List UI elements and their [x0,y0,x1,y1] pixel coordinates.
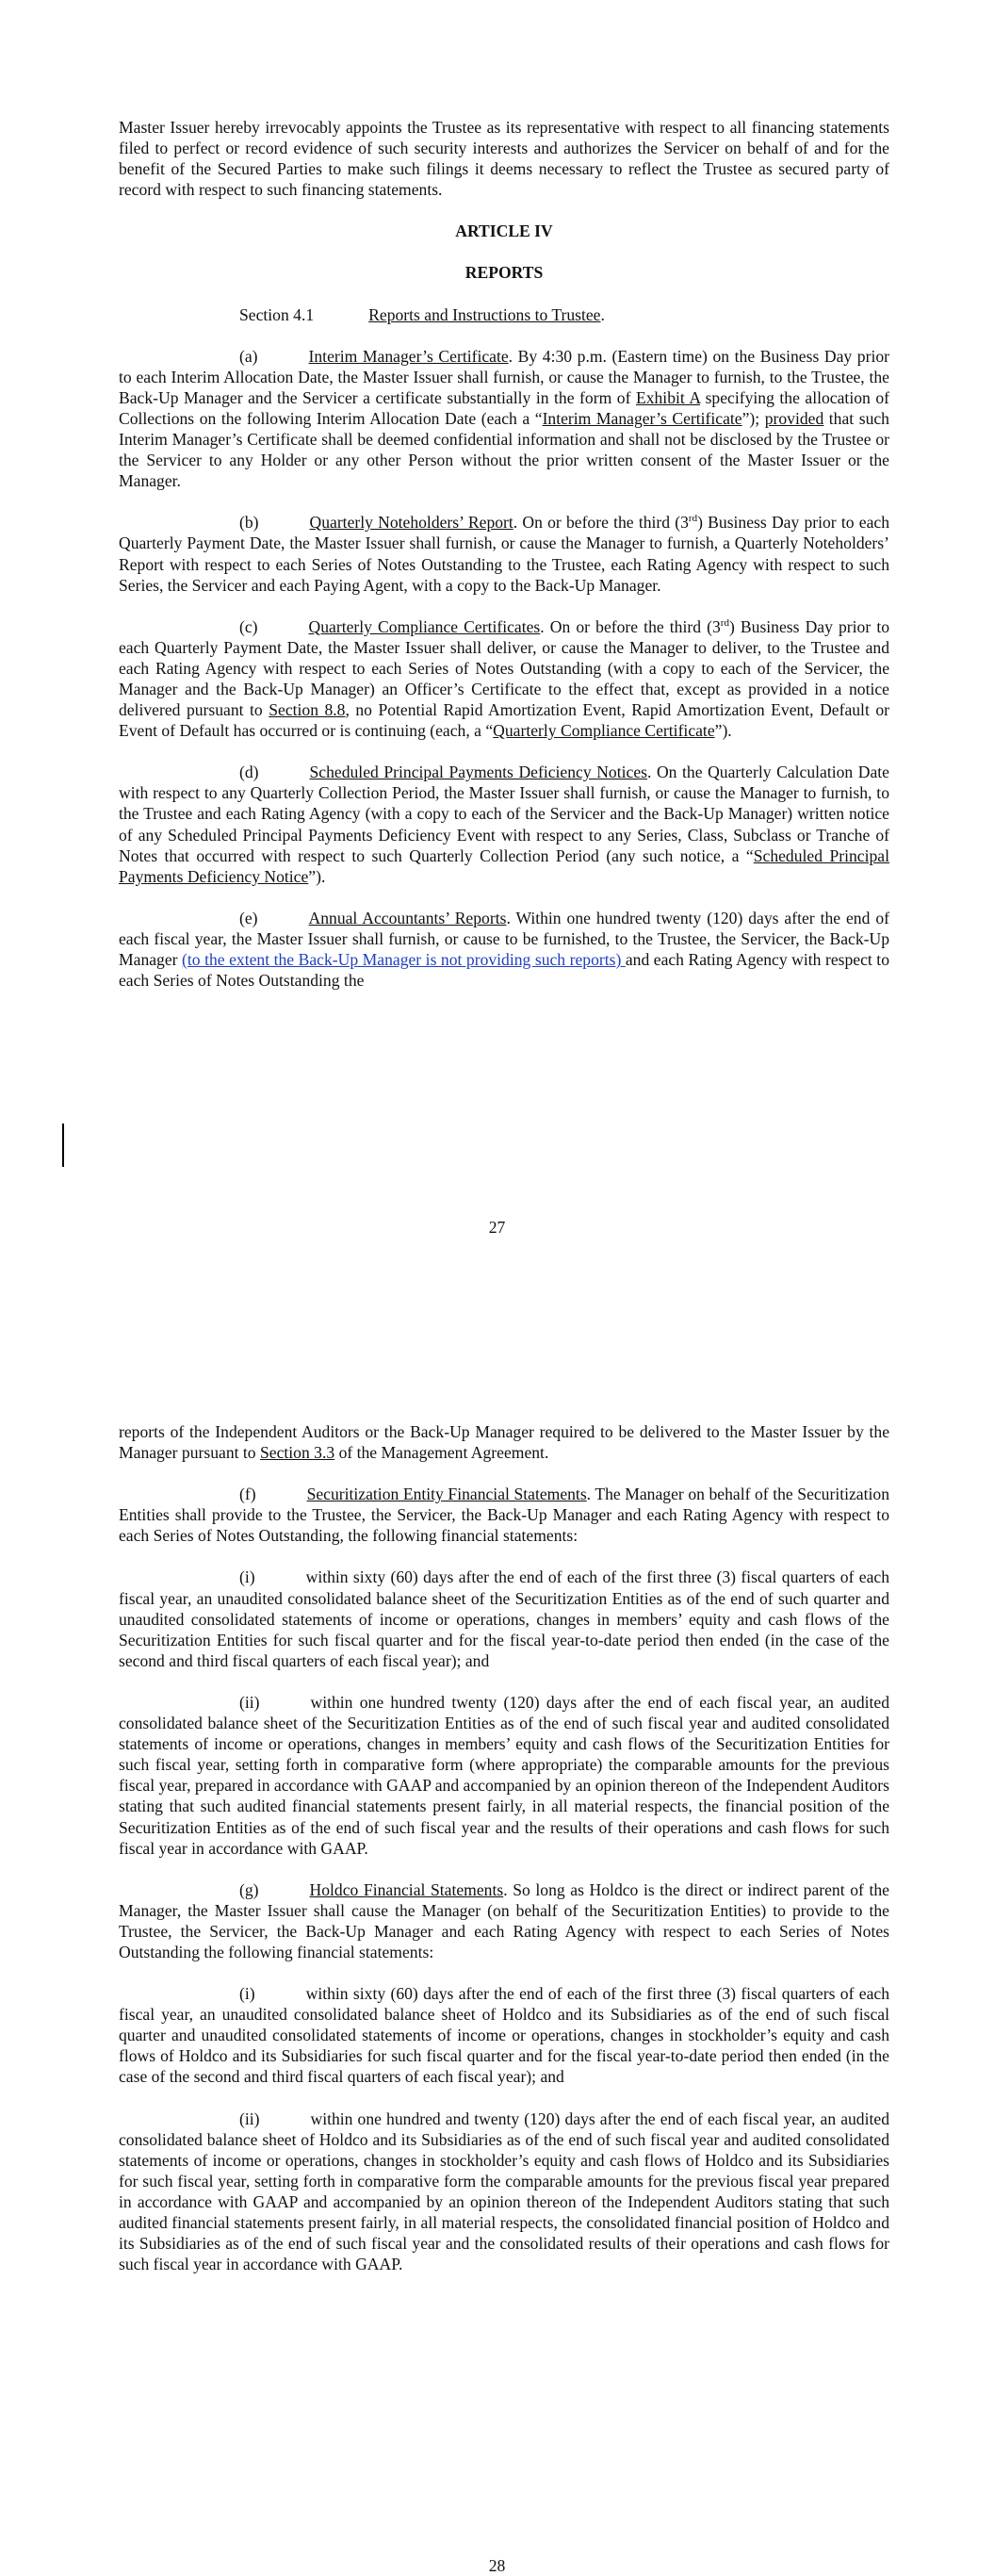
page-number-27: 27 [488,1218,506,1237]
paragraph-a-text-2: specifying the allocation of Collections on the following Interim Allocation Date (each a “ [119,387,889,428]
paragraph-e-label: (e) [239,908,258,927]
paragraph-g-i [119,1983,889,2087]
paragraph-c-defined-term: Quarterly Compliance Certificate [493,721,715,741]
document-page-27 [0,0,994,1282]
paragraph-c-label: (c) [239,616,258,636]
exhibit-a-reference: Exhibit A [635,387,701,407]
paragraph-f-title: Securitization Entity Financial Statements [306,1485,587,1504]
page-number-28: 28 [488,2556,506,2575]
paragraph-e-text-2: and each Rating Agency with respect to each Series of Notes Outstanding the [119,950,889,991]
paragraph-a-text-1: . By 4:30 p.m. (Eastern time) on the Business Day prior to each Interim Allocation Date, the Master Issuer shall furnish, or cause the Manager to furnish, to the Trustee, the Back-Up Manager and the Servicer a certificate substantially in the form of [119,346,889,407]
paragraph-c [119,616,889,742]
page-27-body [119,117,889,1011]
article-title: REPORTS [464,263,544,283]
paragraph-f [119,1484,889,1546]
paragraph-f-text: . The Manager on behalf of the Securitization Entities shall provide to the Trustee, the Servicer, the Back-Up Manager and each Rating Agency with respect to each Series of Notes Outstanding, the following financial statements: [119,1485,889,1546]
paragraph-c-text-4: ”). [714,721,732,741]
paragraph-a-text-3: ”); [741,408,765,428]
paragraph-e-title: Annual Accountants’ Reports [308,908,507,927]
article-heading: ARTICLE IV [455,222,553,241]
paragraph-g-label: (g) [239,1879,259,1899]
paragraph-g-title: Holdco Financial Statements [309,1879,504,1899]
paragraph-b-text-1: . On or before the third (3 [513,513,689,533]
paragraph-a-title: Interim Manager’s Certificate [308,346,509,366]
paragraph-f-i-text: within sixty (60) days after the end of each of the first three (3) fiscal quarters of each fiscal year, an unaudited consolidated balance sheet of the Securitization Entities as of the end of such quarter and unaudited consolidated statements of income or operations, changes in members’ equity and cash flows of the Securitization Entities for such fiscal quarter and for the fiscal year-to-date period then ended (in the case of the second and third fiscal quarters of each fiscal year); and [119,1567,889,1670]
opening-paragraph [119,117,889,200]
paragraph-c-title: Quarterly Compliance Certificates [308,616,541,636]
paragraph-e [119,908,889,991]
paragraph-a-label: (a) [239,346,258,366]
document-page-28 [0,1357,994,2573]
paragraph-g-ii-label: (ii) [239,2108,260,2128]
paragraph-f-ii-text: within one hundred twenty (120) days after the end of each fiscal year, an audited consolidated balance sheet of the Securitization Entities as of the end of such fiscal year and audited consolidated statements of income or operations, changes in members’ equity and cash flows of the Securitization Entities for such fiscal year, setting forth in comparative form (where appropriate) the comparable amounts for the previous fiscal year, prepared in accordance with GAAP and accompanied by an opinion thereon of the Independent Auditors stating that such audited financial statements present fairly, in all material respects, the financial position of the Securitization Entities as of the end of such fiscal year and the results of their operations and cash flows for such fiscal year in accordance with GAAP. [119,1692,889,1858]
paragraph-d-title: Scheduled Principal Payments Deficiency Notices [309,763,647,782]
paragraph-g-text: . So long as Holdco is the direct or indirect parent of the Manager, the Master Issuer shall cause the Manager (on behalf of the Securitization Entities) to provide to the Trustee, the Servicer, the Back-Up Manager and each Rating Agency with respect to each Series of Notes Outstanding the following financial statements: [119,1879,889,1961]
section-number: Section 4.1 [239,304,315,324]
paragraph-b-label: (b) [239,513,259,533]
paragraph-c-text-2: ) Business Day prior to each Quarterly Payment Date, the Master Issuer shall deliver, or cause the Manager to deliver, to the Trustee and each Rating Agency with respect to each Series of Notes Outstanding (with a copy to each of the Servicer, the Manager and the Back-Up Manager) an Officer’s Certificate to the effect that, except as provided in a notice delivered pursuant to [119,616,890,720]
paragraph-b [119,512,889,595]
paragraph-d-label: (d) [239,763,259,782]
paragraph-b-superscript: rd [688,513,698,525]
section-8-8-reference: Section 8.8 [269,700,346,720]
paragraph-a [119,346,889,492]
paragraph-f-i-label: (i) [239,1567,255,1587]
continuation-text-2: of the Management Agreement. [334,1443,549,1463]
section-3-3-reference: Section 3.3 [260,1443,335,1463]
paragraph-f-ii-label: (ii) [239,1692,260,1712]
paragraph-c-text-3: , no Potential Rapid Amortization Event, Rapid Amortization Event, Default or Event of Default has occurred or is continuing (each, a “ [119,700,889,741]
paragraph-g [119,1879,889,1962]
paragraph-c-superscript: rd [720,616,729,629]
paragraph-f-ii [119,1692,889,1859]
paragraph-d-defined-term: Scheduled Principal Payments Deficiency Notice [119,845,889,886]
paragraph-e-text-1: . Within one hundred twenty (120) days after the end of each fiscal year, the Master Issuer shall furnish, or cause to be furnished, to the Trustee, the Servicer, the Back-Up Manager [119,908,889,969]
paragraph-d [119,762,889,887]
paragraph-g-i-label: (i) [239,1984,255,2004]
paragraph-a-text-4: that such Interim Manager’s Certificate shall be deemed confidential information and shall not be disclosed by the Trustee or the Servicer to any Holder or any other Person without the prior written consent of the Master Issuer or the Manager. [119,408,889,491]
paragraph-f-label: (f) [239,1485,256,1504]
revision-change-bar [62,1124,64,1167]
paragraph-c-text-1: . On or before the third (3 [540,616,721,636]
paragraph-d-text-1: . On the Quarterly Calculation Date with respect to any Quarterly Collection Period, the Master Issuer shall furnish, or cause the Manager to furnish, to the Trustee and each Rating Agency (with a copy to each of the Servicer and the Back-Up Manager) written notice of any Scheduled Principal Payments Deficiency Event with respect to any Series, Class, Subclass or Tranche of Notes that occurred with respect to such Quarterly Collection Period (any such notice, a “ [119,763,889,865]
paragraph-d-text-2: ”). [308,866,326,886]
paragraph-g-ii-text: within one hundred and twenty (120) days after the end of each fiscal year, an audited consolidated balance sheet of Holdco and its Subsidiaries as of the end of such fiscal year and audited consolidated statements of income or operations, changes in stockholder’s equity and cash flows of Holdco and its Subsidiaries for such fiscal year, setting forth in comparative form the comparable amounts for the previous fiscal year prepared in accordance with GAAP and accompanied by an opinion thereon of the Independent Auditors stating that such audited financial statements present fairly, in all material respects, the consolidated financial position of Holdco and its Subsidiaries as of the end of such fiscal year and the consolidated results of their operations and cash flows for such fiscal year in accordance with GAAP. [119,2108,889,2274]
paragraph-g-ii [119,2108,889,2275]
paragraph-a-defined-term: Interim Manager’s Certificate [542,408,742,428]
paragraph-g-i-text: within sixty (60) days after the end of each of the first three (3) fiscal quarters of each fiscal year, an unaudited consolidated balance sheet of Holdco and its Subsidiaries as of the end of such fiscal quarter and unaudited consolidated statements of income or operations, changes in stockholder’s equity and cash flows of Holdco and its Subsidiaries for such fiscal quarter and for the fiscal year-to-date period then ended (in the case of the second and third fiscal quarters of each fiscal year); and [119,1984,889,2087]
paragraph-b-title: Quarterly Noteholders’ Report [309,513,513,533]
section-4-1-heading [119,304,889,325]
inserted-revision-link[interactable]: (to the extent the Back-Up Manager is not providing such reports) [182,950,626,969]
section-title-period: . [600,304,605,324]
paragraph-b-text-2: ) Business Day prior to each Quarterly Payment Date, the Master Issuer shall furnish, or cause the Manager to furnish, a Quarterly Noteholders’ Report with respect to each Series of Notes Outstanding to the Trustee, each Rating Agency with respect to such Series, the Servicer and each Paying Agent, with a copy to the Back-Up Manager. [119,513,889,595]
paragraph-f-i [119,1567,889,1670]
section-title: Reports and Instructions to Trustee [368,304,601,324]
opening-text: Master Issuer hereby irrevocably appoints the Trustee as its representative with respect to all financing statements filed to perfect or record evidence of such security interests and authorizes the Servicer on behalf of and for the benefit of the Secured Parties to make such filings it deems necessary to reflect the Trustee as secured party of record with respect to such financing statements. [119,118,889,200]
continuation-paragraph [119,1421,889,1463]
page-28-body [119,1421,889,2295]
paragraph-a-provided: provided [764,408,824,428]
continuation-text-1: reports of the Independent Auditors or the Back-Up Manager required to be delivered to the Master Issuer by the Manager pursuant to [119,1422,889,1463]
